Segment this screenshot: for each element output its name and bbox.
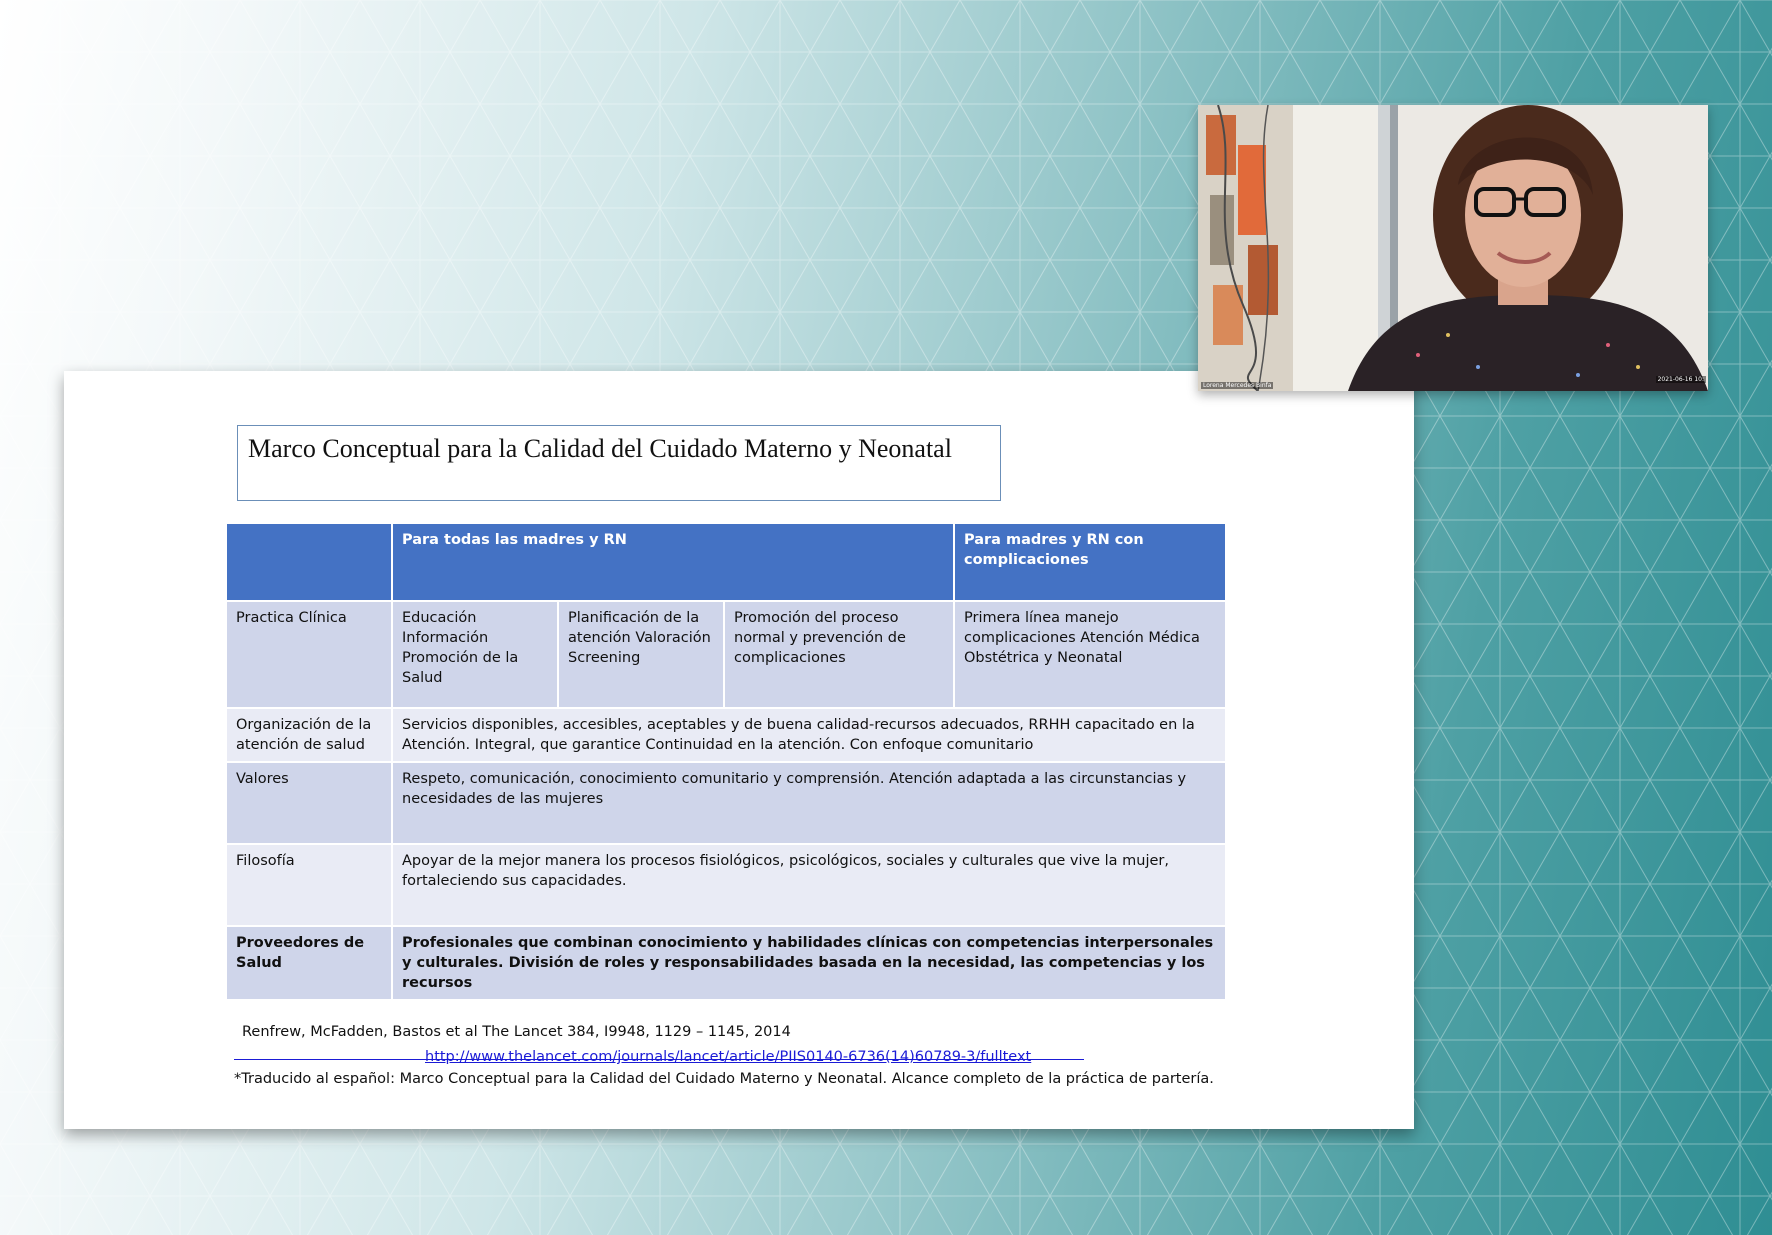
table-cell: Profesionales que combinan conocimiento y habilidades clínicas con competencias interpersonales y culturales. División de roles y responsabilidades basada en la necesidad, las competencias y los recursos [392, 926, 1226, 1000]
table-cell: Educación Información Promoción de la Salud [392, 601, 558, 708]
header-complications: Para madres y RN con complicaciones [954, 523, 1226, 601]
table-cell: Primera línea manejo complicaciones Atención Médica Obstétrica y Neonatal [954, 601, 1226, 708]
row-label: Practica Clínica [226, 601, 392, 708]
header-empty-cell [226, 523, 392, 601]
translation-note: *Traducido al español: Marco Conceptual para la Calidad del Cuidado Materno y Neonatal. Alcance completo de la práctica de partería. [234, 1071, 1214, 1087]
table-cell: Apoyar de la mejor manera los procesos fisiológicos, psicológicos, sociales y culturales que vive la mujer, fortaleciendo sus capacidades. [392, 844, 1226, 926]
header-all-mothers: Para todas las madres y RN [392, 523, 954, 601]
row-label: Valores [226, 762, 392, 844]
row-label: Proveedores de Salud [226, 926, 392, 1000]
table-cell: Planificación de la atención Valoración Screening [558, 601, 724, 708]
row-label: Filosofía [226, 844, 392, 926]
table-cell: Respeto, comunicación, conocimiento comunitario y comprensión. Atención adaptada a las circunstancias y necesidades de las mujeres [392, 762, 1226, 844]
participant-name: Lorena Mercedes Binfa [1203, 382, 1272, 389]
webcam-scene [1198, 105, 1708, 391]
reference-link[interactable]: http://www.thelancet.com/journals/lancet/article/PIIS0140-6736(14)60789-3/fulltext [425, 1049, 1032, 1065]
reference-text: Renfrew, McFadden, Bastos et al The Lancet 384, I9948, 1129 – 1145, 2014 [242, 1024, 791, 1040]
presentation-slide [64, 371, 1414, 1129]
table-row [226, 601, 1226, 708]
webcam-video[interactable] [1198, 105, 1708, 391]
table-row [226, 708, 1226, 762]
table-row [226, 762, 1226, 844]
video-timestamp: 2021-06-16 10: [1657, 376, 1704, 383]
table-header-row [226, 523, 1226, 601]
table-row [226, 844, 1226, 926]
framework-table [225, 522, 1227, 1001]
row-label: Organización de la atención de salud [226, 708, 392, 762]
table-cell: Promoción del proceso normal y prevención de complicaciones [724, 601, 954, 708]
table-cell: Servicios disponibles, accesibles, aceptables y de buena calidad-recursos adecuados, RRHH capacitado en la Atención. Integral, que garantice Continuidad en la atención. Con enfoque comunitario [392, 708, 1226, 762]
table-row [226, 926, 1226, 1000]
slide-title: Marco Conceptual para la Calidad del Cuidado Materno y Neonatal [237, 425, 1001, 501]
